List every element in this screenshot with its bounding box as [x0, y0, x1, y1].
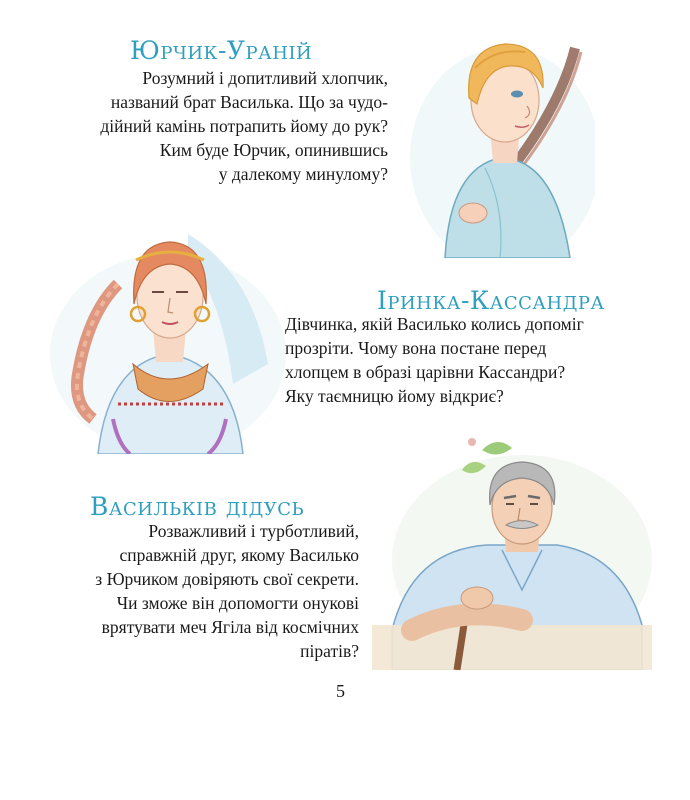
text-line: прозріти. Чому вона постане перед	[285, 338, 547, 358]
text-line: Розважливий і турботливий,	[148, 521, 359, 541]
text-line: хлопцем в образі царівни Кассандри?	[285, 362, 566, 382]
heading-grandfather: Васильків дідусь	[90, 492, 305, 521]
description-grandfather	[95, 519, 359, 663]
text-line: Розумний і допитливий хлопчик,	[142, 68, 388, 88]
heading-yurchyk: Юрчик-Ураній	[130, 36, 313, 65]
heading-irynka: Іринка-Кассандра	[377, 286, 605, 315]
description-yurchyk	[100, 66, 388, 186]
text-line: Ким буде Юрчик, опинившись	[159, 140, 388, 160]
text-line: з Юрчиком довіряють свої секрети.	[95, 569, 359, 589]
text-line: названий брат Василька. Що за чудо-	[110, 92, 388, 112]
text-line: Чи зможе він допомогти онукові	[116, 593, 359, 613]
text-line: у далекому минулому?	[218, 164, 388, 184]
boy-portrait-icon	[405, 8, 595, 258]
text-line: Яку таємницю йому відкриє?	[285, 386, 504, 406]
description-irynka	[285, 312, 584, 408]
girl-portrait-icon	[38, 214, 288, 454]
text-line: дійний камінь потрапить йому до рук?	[100, 116, 388, 136]
text-line: Дівчинка, якій Василько колись допоміг	[285, 314, 584, 334]
text-line: піратів?	[300, 641, 359, 661]
grandfather-portrait-icon	[372, 430, 652, 670]
text-line: справжній друг, якому Василько	[119, 545, 359, 565]
page-number: 5	[336, 681, 345, 701]
text-line: врятувати меч Ягіла від космічних	[101, 617, 359, 637]
